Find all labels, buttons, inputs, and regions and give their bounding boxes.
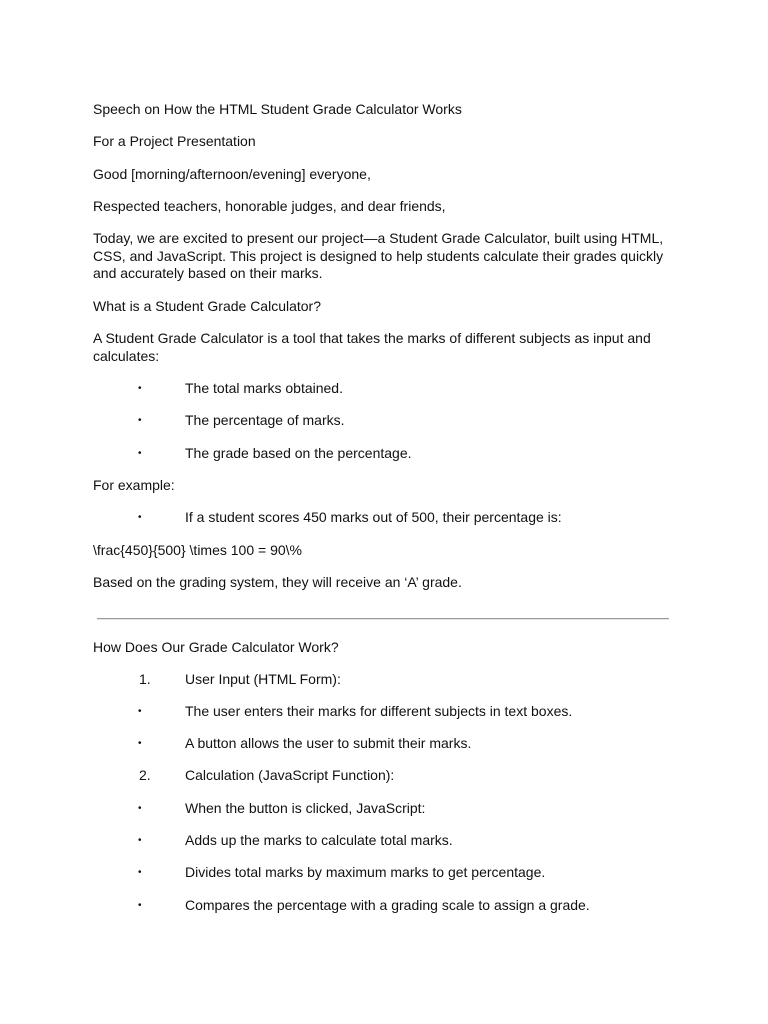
document-title: Speech on How the HTML Student Grade Calculator Works	[93, 101, 462, 117]
list-item: When the button is clicked, JavaScript:	[185, 800, 426, 816]
example-label: For example:	[93, 477, 175, 493]
list-item: Adds up the marks to calculate total marks.	[185, 832, 453, 848]
grade-statement: Based on the grading system, they will receive an ‘A’ grade.	[93, 574, 462, 590]
list-item: The grade based on the percentage.	[185, 445, 412, 461]
list-marker: 2.	[139, 767, 151, 783]
bullet-marker: •	[138, 512, 142, 523]
list-item: User Input (HTML Form):	[185, 671, 341, 687]
greeting: Good [morning/afternoon/evening] everyone,	[93, 166, 371, 182]
section-paragraph-what-is: A Student Grade Calculator is a tool that takes the marks of different subjects as input and calculates:	[93, 330, 651, 364]
intro-paragraph: Today, we are excited to present our project—a Student Grade Calculator, built using HTML, CSS, and JavaScript. This project is designed to help students calculate their grades quickly and accurately based on their marks.	[93, 230, 664, 281]
list-item: The user enters their marks for different subjects in text boxes.	[185, 703, 573, 719]
section-heading-what-is: What is a Student Grade Calculator?	[93, 298, 322, 314]
list-item: The total marks obtained.	[185, 380, 343, 396]
list-marker: 1.	[139, 671, 151, 687]
list-item: Calculation (JavaScript Function):	[185, 767, 395, 783]
formula-text: \frac{450}{500} \times 100 = 90\%	[93, 542, 302, 558]
list-marker: •	[138, 900, 142, 911]
list-marker: •	[138, 706, 142, 717]
list-marker: •	[138, 867, 142, 878]
list-item: Divides total marks by maximum marks to get percentage.	[185, 864, 546, 880]
list-item: If a student scores 450 marks out of 500, their percentage is:	[185, 509, 562, 525]
list-item: Compares the percentage with a grading scale to assign a grade.	[185, 897, 590, 913]
section-heading-how-it-works: How Does Our Grade Calculator Work?	[93, 639, 339, 655]
bullet-marker: •	[138, 415, 142, 426]
list-item: The percentage of marks.	[185, 412, 345, 428]
bullet-marker: •	[138, 448, 142, 459]
list-marker: •	[138, 803, 142, 814]
list-marker: •	[138, 738, 142, 749]
salutation: Respected teachers, honorable judges, and dear friends,	[93, 198, 446, 214]
document-subtitle: For a Project Presentation	[93, 133, 256, 149]
horizontal-divider	[97, 618, 669, 620]
bullet-marker: •	[138, 383, 142, 394]
list-marker: •	[138, 835, 142, 846]
list-item: A button allows the user to submit their marks.	[185, 735, 472, 751]
